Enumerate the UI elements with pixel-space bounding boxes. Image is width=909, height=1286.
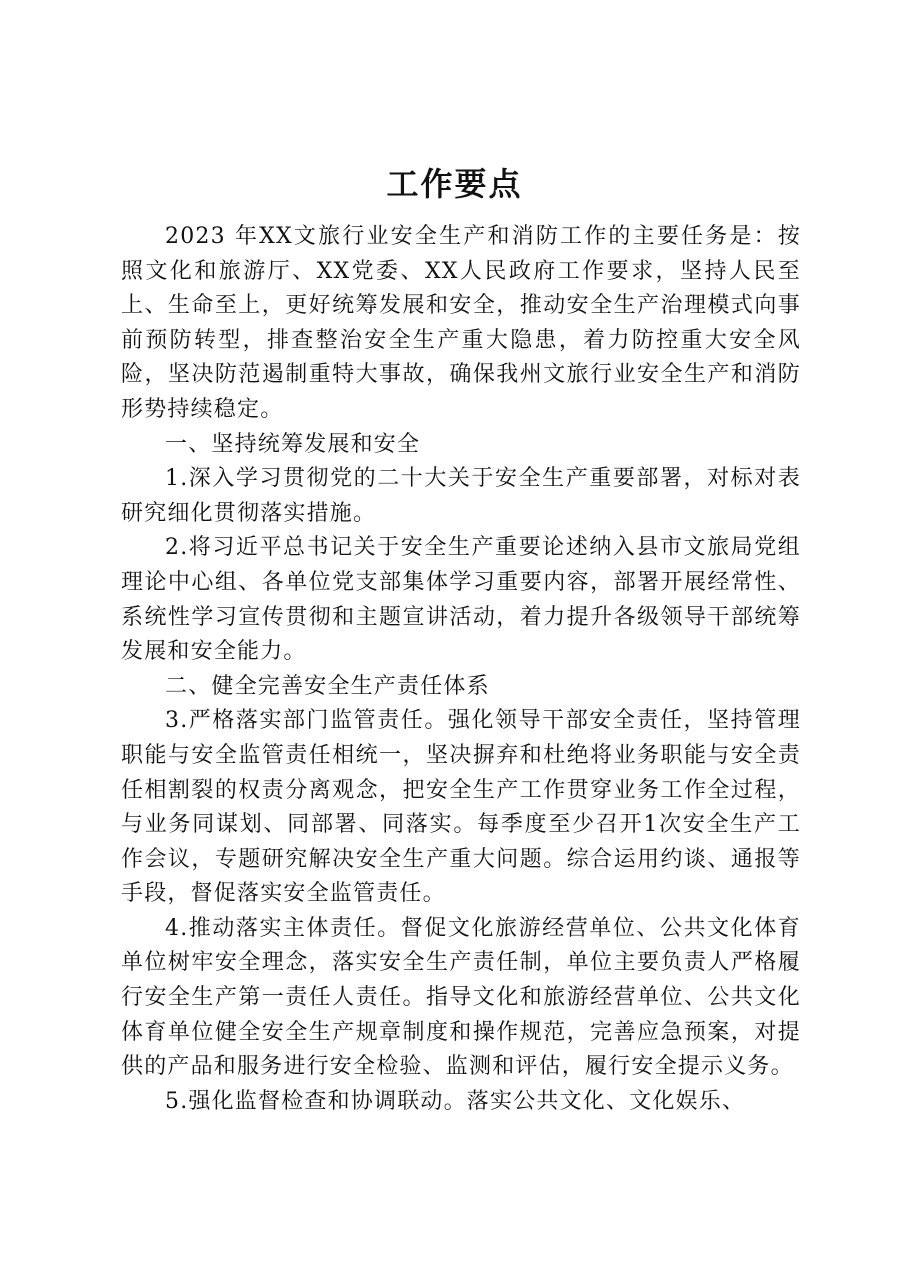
intro-paragraph: 2023 年XX文旅行业安全生产和消防工作的主要任务是：按照文化和旅游厅、XX党委、XX人民政府工作要求，坚持人民至上、生命至上，更好统筹发展和安全，推动安全生产治理模式向事前预防转型，排查整治安全生产重大隐患，着力防控重大安全风险，坚决防范遏制重特大事故，确保我州文旅行业安全生产和消防形势持续稳定。: [121, 224, 801, 422]
document-title: 工作要点: [386, 165, 523, 203]
item-paragraph-1: 1.深入学习贯彻党的二十大关于安全生产重要部署，对标对表研究细化贯彻落实措施。: [121, 466, 801, 526]
item-paragraph-2: 2.将习近平总书记关于安全生产重要论述纳入县市文旅局党组理论中心组、各单位党支部集体学习重要内容，部署开展经常性、系统性学习宣传贯彻和主题宣讲活动，着力提升各级领导干部统筹发展和安全能力。: [121, 535, 801, 665]
document-body: [121, 220, 801, 1119]
section-heading-1: 一、坚持统筹发展和安全: [165, 431, 421, 457]
section-heading-2: 二、健全完善安全生产责任体系: [165, 673, 490, 699]
item-paragraph-5: 5.强化监督检查和协调联动。落实公共文化、文化娱乐、: [165, 1088, 746, 1114]
item-paragraph-3: 3.严格落实部门监管责任。强化领导干部安全责任，坚持管理职能与安全监管责任相统一，坚决摒弃和杜绝将业务职能与安全责任相割裂的权责分离观念，把安全生产工作贯穿业务工作全过程，与业务同谋划、同部署、同落实。每季度至少召开1次安全生产工作会议，专题研究解决安全生产重大问题。综合运用约谈、通报等手段，督促落实安全监管责任。: [121, 708, 801, 907]
item-paragraph-4: 4.推动落实主体责任。督促文化旅游经营单位、公共文化体育单位树牢安全理念，落实安全生产责任制，单位主要负责人严格履行安全生产第一责任人责任。指导文化和旅游经营单位、公共文化体育单位健全安全生产规章制度和操作规范，完善应急预案，对提供的产品和服务进行安全检验、监测和评估，履行安全提示义务。: [121, 915, 801, 1080]
